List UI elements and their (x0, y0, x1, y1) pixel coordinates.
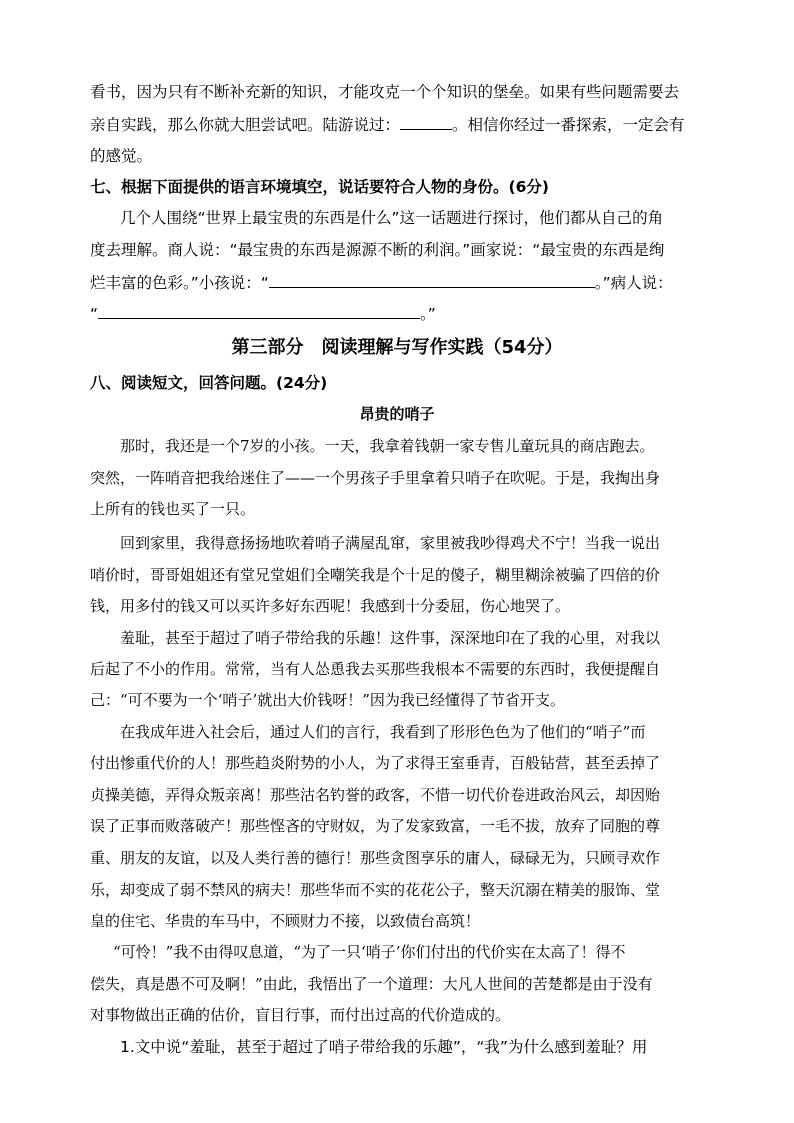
q7-line-3-a: 烂丰富的色彩。”小孩说：“ (90, 274, 269, 292)
part3-title: 第三部分 阅读理解与写作实践（54分） (231, 337, 563, 358)
q8-heading: 八、阅读短文，回答问题。(24分) (90, 374, 328, 392)
q8-question-1: 1.文中说“羞耻，甚至于超过了哨子带给我的乐趣”，“我”为什么感到羞耻？用 (120, 1038, 648, 1056)
article-line: 回到家里，我得意扬扬地吹着哨子满屋乱窜，家里被我吵得鸡犬不宁！当我一说出 (120, 534, 661, 552)
answer-blank-patient[interactable] (98, 303, 420, 319)
q7-line-4-a: “ (90, 305, 99, 323)
article-title: 昂贵的哨子 (359, 405, 435, 423)
prev-line-2-a: 亲自实践，那么你就大胆尝试吧。陆游说过： (90, 116, 401, 134)
prev-line-3: 的感觉。 (90, 147, 153, 165)
article-line: 偿失，真是愚不可及啊！”由此，我悟出了一个道理：大凡人世间的苦楚都是由于没有 (90, 975, 653, 993)
article-line: 皇的住宅、华贵的车马中，不顾财力不接，以致债台高筑！ (90, 912, 481, 930)
article-line: 重、朋友的友谊，以及人类行善的德行！那些贪图享乐的庸人，碌碌无为，只顾寻欢作 (90, 849, 661, 867)
article-line: 乐，却变成了弱不禁风的病夫！那些华而不实的花花公子，整天沉溺在精美的服饰、堂 (90, 881, 661, 899)
prev-line-2 (90, 114, 720, 135)
article-line: 哨价时，哥哥姐姐还有堂兄堂姐们全嘲笑我是个十足的傻子，糊里糊涂被骗了四倍的价 (90, 566, 661, 584)
answer-blank-lu-you[interactable] (400, 114, 452, 130)
article-line: 钱，用多付的钱又可以买许多好东西呢！我感到十分委屈，伤心地哭了。 (90, 597, 571, 615)
q7-heading: 七、根据下面提供的语言环境填空，说话要符合人物的身份。(6分) (90, 178, 549, 196)
article-line: 贞操美德，弄得众叛亲离！那些沽名钓誉的政客，不惜一切代价卷进政治风云，却因贻 (90, 786, 661, 804)
article-line: 突然，一阵哨音把我给迷住了——一个男孩子手里拿着只哨子在吹呢。于是，我掏出身 (90, 469, 661, 487)
answer-blank-child[interactable] (269, 272, 595, 288)
q7-line-3-b: 。”病人说： (594, 274, 673, 292)
article-line: 后起了不小的作用。常常，当有人怂恿我去买那些我根本不需要的东西时，我便提醒自 (90, 660, 661, 678)
article-line: 对事物做出正确的估价，盲目行事，而付出过高的代价造成的。 (90, 1006, 511, 1024)
q7-line-4-b: 。” (420, 305, 436, 323)
q7-line-4 (90, 303, 720, 324)
article-line: 己：“可不要为一个‘哨子’就出大价钱呀！”因为我已经懂得了节省开支。 (90, 691, 565, 709)
article-line: “可怜！”我不由得叹息道，“为了一只‘哨子’你们付出的代价实在太高了！得不 (113, 943, 626, 961)
article-line: 上所有的钱也买了一只。 (90, 500, 256, 518)
q7-line-1: 几个人围绕“世界上最宝贵的东西是什么”这一话题进行探讨，他们都从自己的角 (120, 209, 664, 227)
prev-line-2-b: 。相信你经过一番探索，一定会有 (452, 116, 685, 134)
article-line: 那时，我还是一个7岁的小孩。一天，我拿着钱朝一家专售儿童玩具的商店跑去。 (120, 437, 655, 455)
q7-line-3 (90, 272, 720, 293)
q7-line-2: 度去理解。商人说：“最宝贵的东西是源源不断的利润。”画家说：“最宝贵的东西是绚 (90, 241, 665, 259)
article-line: 付出惨重代价的人！那些趋炎附势的小人，为了求得王室垂青，百般钻营，甚至丢掉了 (90, 754, 661, 772)
article-line: 误了正事而败落破产！那些悭吝的守财奴，为了发家致富，一毛不拔，放弃了同胞的尊 (90, 817, 661, 835)
article-line: 羞耻，甚至于超过了哨子带给我的乐趣！这件事，深深地印在了我的心里，对我以 (120, 629, 661, 647)
prev-line-1: 看书，因为只有不断补充新的知识，才能攻克一个个知识的堡垒。如果有些问题需要去 (90, 83, 680, 101)
article-line: 在我成年进入社会后，通过人们的言行，我看到了形形色色为了他们的“哨子”而 (120, 723, 646, 741)
